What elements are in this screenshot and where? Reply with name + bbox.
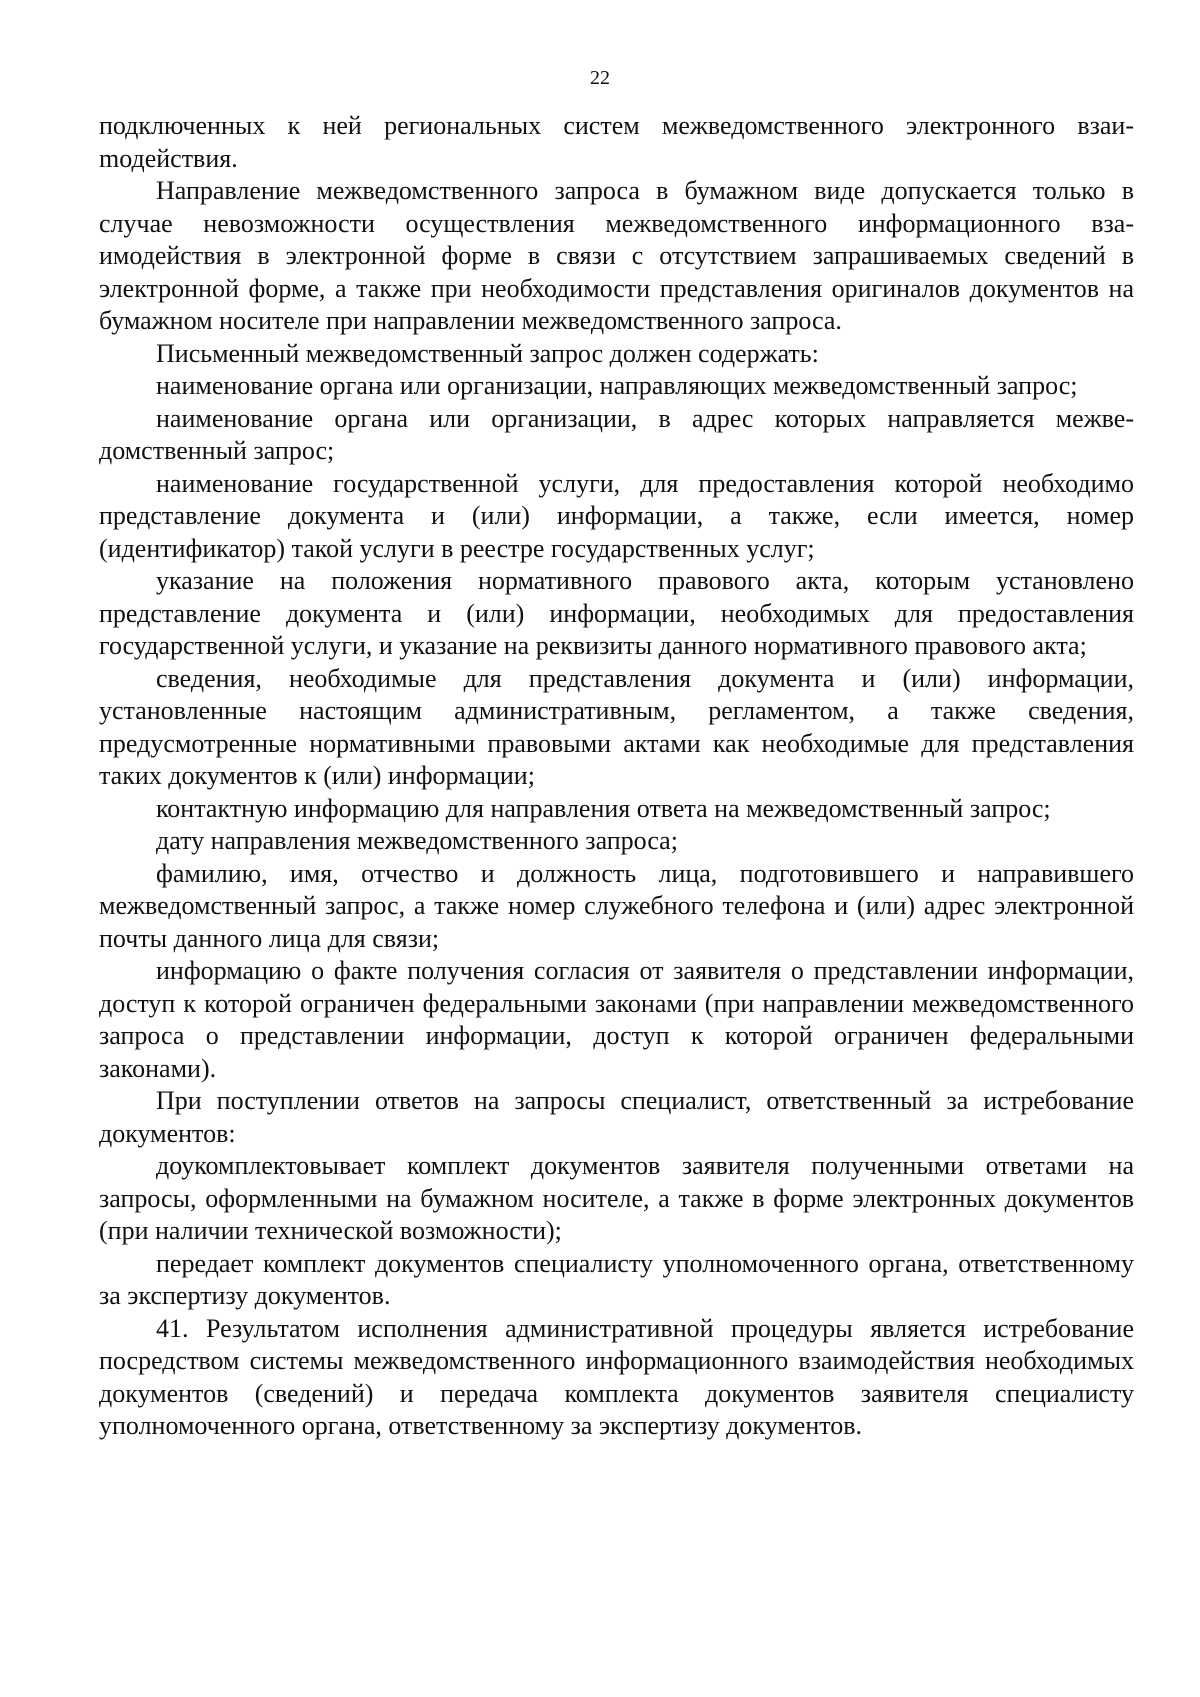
paragraph: информацию о факте получения согласия от заявителя о представлении информации, доступ к которой ограничен федеральными законами (при направлении межведомственного запроса о представлении информации, доступ к которой ограничен федеральными законами). bbox=[99, 956, 1134, 1083]
paragraph: передает комплект документов специалисту уполномоченного органа, ответственному за экспертизу документов. bbox=[99, 1248, 1134, 1310]
paragraph: контактную информацию для направления ответа на межведомственный запрос; bbox=[156, 793, 1051, 823]
paragraph: наименование органа или организации, направляющих межведомственный запрос; bbox=[156, 371, 1078, 400]
paragraph: Письменный межведомственный запрос должен содержать: bbox=[156, 338, 819, 368]
paragraph: сведения, необходимые для представления документа и (или) информации, установленные настоящим административным, регламентом, а также сведения, предусмотренные нормативными правовыми актами как необходимые для представления таких документов к (или) информации; bbox=[99, 663, 1134, 790]
paragraph: фамилию, имя, отчество и должность лица, подготовившего и направившего межведомственный запрос, а также номер служебного телефона и (или) адрес электронной почты данного лица для связи; bbox=[99, 858, 1134, 953]
document-body bbox=[99, 110, 1134, 1443]
paragraph: доукомплектовывает комплект документов заявителя полученными ответами на запросы, оформленными на бумажном носителе, а также в форме электронных документов (при наличии технической возможности); bbox=[99, 1151, 1134, 1245]
paragraph: При поступлении ответов на запросы специалист, ответственный за истребование документов: bbox=[99, 1086, 1134, 1148]
paragraph: дату направления межведомственного запроса; bbox=[156, 826, 678, 855]
paragraph: наименование государственной услуги, для предоставления которой необходимо представление документа и (или) информации, а также, если имеется, номер (идентификатор) такой услуги в реестре государственных услуг; bbox=[99, 468, 1134, 563]
paragraph: Направление межведомственного запроса в бумажном виде допускается только в случае невозможности осуществления межведомственного информационного взаимодействия в электронной форме в связи с отсутствием запрашиваемых сведений в электронной форме, а также при необходимости представления оригиналов документов на бумажном носителе при направлении межведомственного запроса. bbox=[99, 176, 1134, 335]
page-number: 22 bbox=[590, 67, 610, 89]
paragraph: подключенных к ней региональных систем межведомственного электронного взаиmодействия. bbox=[99, 111, 1134, 173]
paragraph: наименование органа или организации, в адрес которых направляется межведомственный запрос; bbox=[99, 403, 1134, 465]
paragraph: 41. Результатом исполнения административной процедуры является истребование посредством системы межведомственного информационного взаимодействия необходимых документов (сведений) и передача комплекта документов заявителя специалисту уполномоченного органа, ответственному за экспертизу документов. bbox=[99, 1313, 1134, 1440]
paragraph: указание на положения нормативного правового акта, которым установлено представление документа и (или) информации, необходимых для предоставления государственной услуги, и указание на реквизиты данного нормативного правового акта; bbox=[99, 566, 1134, 660]
